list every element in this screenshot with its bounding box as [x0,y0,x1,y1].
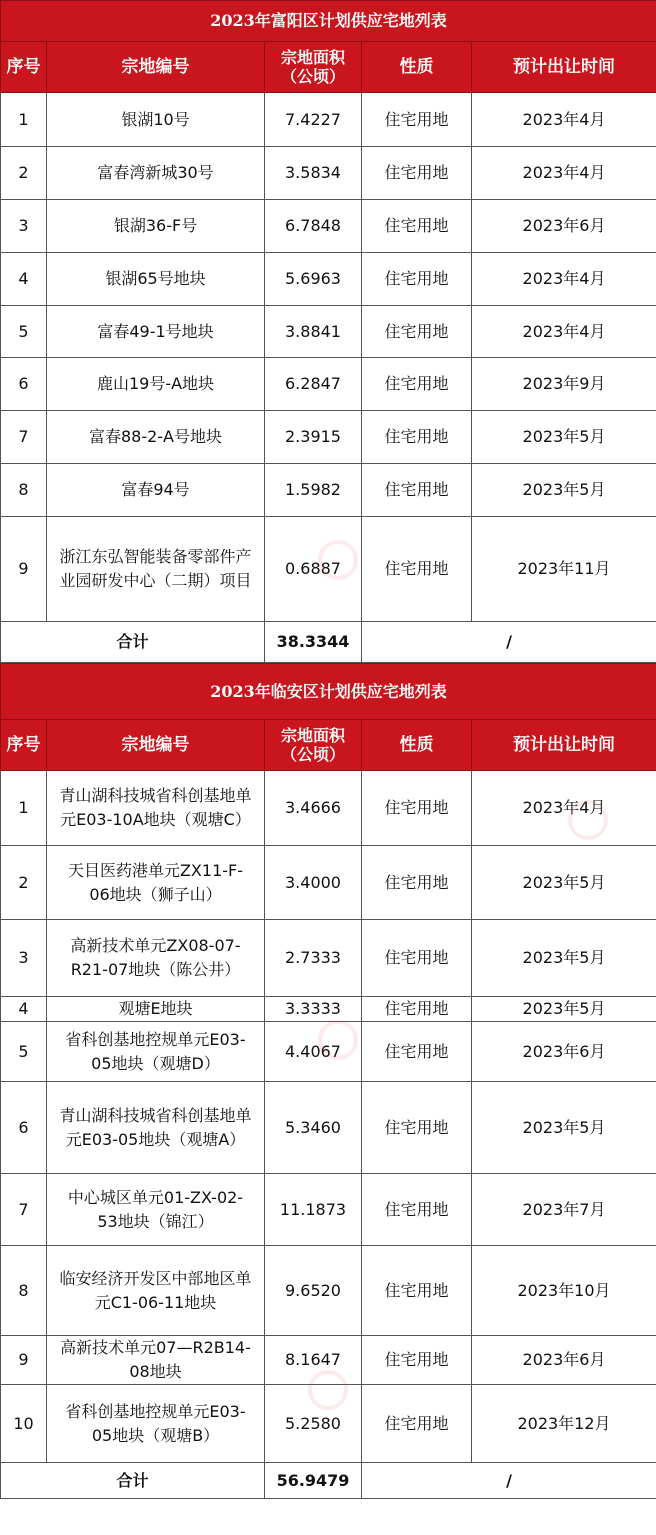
table-row [1,1022,656,1082]
row-no: 8 [1,464,47,517]
total-label: 合计 [1,1463,265,1499]
row-time: 2023年6月 [472,1022,656,1082]
row-time: 2023年4月 [472,253,656,306]
row-area: 2.7333 [265,920,362,997]
row-area: 0.6887 [265,517,362,622]
row-nature: 住宅用地 [362,200,472,253]
row-nature: 住宅用地 [362,997,472,1022]
row-nature: 住宅用地 [362,253,472,306]
row-time: 2023年12月 [472,1385,656,1463]
row-code: 鹿山19号-A地块 [47,358,265,411]
table-row [1,93,656,147]
fuyang-table [0,0,656,663]
header-nature: 性质 [362,720,472,771]
row-code: 富春88-2-A号地块 [47,411,265,464]
fuyang-table-title: 2023年富阳区计划供应宅地列表 [1,1,656,42]
table-row [1,771,656,846]
table-row [1,253,656,306]
row-time: 2023年5月 [472,920,656,997]
row-no: 2 [1,846,47,920]
row-area: 3.8841 [265,306,362,358]
row-no: 9 [1,517,47,622]
total-time: / [362,622,656,663]
row-nature: 住宅用地 [362,147,472,200]
row-nature: 住宅用地 [362,1385,472,1463]
row-nature: 住宅用地 [362,771,472,846]
row-time: 2023年5月 [472,997,656,1022]
row-code: 银湖10号 [47,93,265,147]
row-no: 5 [1,306,47,358]
row-no: 1 [1,771,47,846]
table-row [1,1246,656,1336]
header-code: 宗地编号 [47,720,265,771]
row-code: 富春94号 [47,464,265,517]
table-row [1,147,656,200]
row-no: 4 [1,253,47,306]
table-row [1,411,656,464]
row-area: 1.5982 [265,464,362,517]
row-code: 青山湖科技城省科创基地单元E03-05地块（观塘A） [47,1082,265,1174]
row-time: 2023年9月 [472,358,656,411]
table-row [1,464,656,517]
row-code: 富春49-1号地块 [47,306,265,358]
fuyang-header-row [1,42,656,93]
row-area: 3.3333 [265,997,362,1022]
table-row [1,1385,656,1463]
header-time: 预计出让时间 [472,720,656,771]
row-time: 2023年10月 [472,1246,656,1336]
row-area: 5.3460 [265,1082,362,1174]
row-nature: 住宅用地 [362,93,472,147]
row-no: 8 [1,1246,47,1336]
table-row [1,1336,656,1385]
table-row [1,846,656,920]
row-time: 2023年6月 [472,1336,656,1385]
row-no: 7 [1,411,47,464]
row-area: 5.6963 [265,253,362,306]
row-nature: 住宅用地 [362,517,472,622]
row-nature: 住宅用地 [362,306,472,358]
row-no: 2 [1,147,47,200]
row-code: 高新技术单元ZX08-07-R21-07地块（陈公井） [47,920,265,997]
header-no: 序号 [1,42,47,93]
table-row [1,920,656,997]
linan-total-row [1,1463,656,1499]
row-nature: 住宅用地 [362,1336,472,1385]
row-area: 11.1873 [265,1174,362,1246]
total-area: 56.9479 [265,1463,362,1499]
row-nature: 住宅用地 [362,1082,472,1174]
row-nature: 住宅用地 [362,846,472,920]
row-no: 7 [1,1174,47,1246]
row-area: 6.7848 [265,200,362,253]
row-area: 6.2847 [265,358,362,411]
row-time: 2023年7月 [472,1174,656,1246]
row-code: 青山湖科技城省科创基地单元E03-10A地块（观塘C） [47,771,265,846]
linan-header-row [1,720,656,771]
header-area: 宗地面积（公顷） [265,42,362,93]
row-area: 3.5834 [265,147,362,200]
table-row [1,358,656,411]
row-code: 中心城区单元01-ZX-02-53地块（锦江） [47,1174,265,1246]
row-code: 天目医药港单元ZX11-F-06地块（狮子山） [47,846,265,920]
row-code: 观塘E地块 [47,997,265,1022]
total-label: 合计 [1,622,265,663]
row-no: 3 [1,200,47,253]
table-row [1,1082,656,1174]
row-time: 2023年5月 [472,464,656,517]
fuyang-total-row [1,622,656,663]
row-code: 高新技术单元07—R2B14-08地块 [47,1336,265,1385]
row-time: 2023年4月 [472,771,656,846]
table-row [1,200,656,253]
header-code: 宗地编号 [47,42,265,93]
row-code: 银湖65号地块 [47,253,265,306]
header-time: 预计出让时间 [472,42,656,93]
row-no: 4 [1,997,47,1022]
row-area: 4.4067 [265,1022,362,1082]
row-time: 2023年11月 [472,517,656,622]
row-area: 3.4000 [265,846,362,920]
row-nature: 住宅用地 [362,1022,472,1082]
header-nature: 性质 [362,42,472,93]
row-code: 临安经济开发区中部地区单元C1-06-11地块 [47,1246,265,1336]
row-area: 7.4227 [265,93,362,147]
header-no: 序号 [1,720,47,771]
table-row [1,997,656,1022]
row-time: 2023年5月 [472,411,656,464]
row-area: 8.1647 [265,1336,362,1385]
total-area: 38.3344 [265,622,362,663]
row-code: 浙江东弘智能装备零部件产业园研发中心（二期）项目 [47,517,265,622]
row-time: 2023年4月 [472,147,656,200]
row-area: 2.3915 [265,411,362,464]
row-nature: 住宅用地 [362,920,472,997]
row-area: 3.4666 [265,771,362,846]
row-nature: 住宅用地 [362,464,472,517]
row-area: 5.2580 [265,1385,362,1463]
row-nature: 住宅用地 [362,358,472,411]
row-time: 2023年6月 [472,200,656,253]
row-nature: 住宅用地 [362,1174,472,1246]
linan-table [0,663,656,1499]
row-no: 6 [1,1082,47,1174]
row-no: 6 [1,358,47,411]
header-area: 宗地面积（公顷） [265,720,362,771]
row-time: 2023年4月 [472,93,656,147]
row-no: 1 [1,93,47,147]
row-time: 2023年5月 [472,1082,656,1174]
row-nature: 住宅用地 [362,411,472,464]
row-no: 3 [1,920,47,997]
row-area: 9.6520 [265,1246,362,1336]
row-code: 银湖36-F号 [47,200,265,253]
row-nature: 住宅用地 [362,1246,472,1336]
table-row [1,306,656,358]
row-no: 9 [1,1336,47,1385]
row-code: 省科创基地控规单元E03-05地块（观塘D） [47,1022,265,1082]
row-code: 富春湾新城30号 [47,147,265,200]
table-row [1,517,656,622]
row-time: 2023年4月 [472,306,656,358]
row-no: 5 [1,1022,47,1082]
linan-table-title: 2023年临安区计划供应宅地列表 [1,664,656,720]
row-code: 省科创基地控规单元E03-05地块（观塘B） [47,1385,265,1463]
row-no: 10 [1,1385,47,1463]
row-time: 2023年5月 [472,846,656,920]
table-row [1,1174,656,1246]
total-time: / [362,1463,656,1499]
